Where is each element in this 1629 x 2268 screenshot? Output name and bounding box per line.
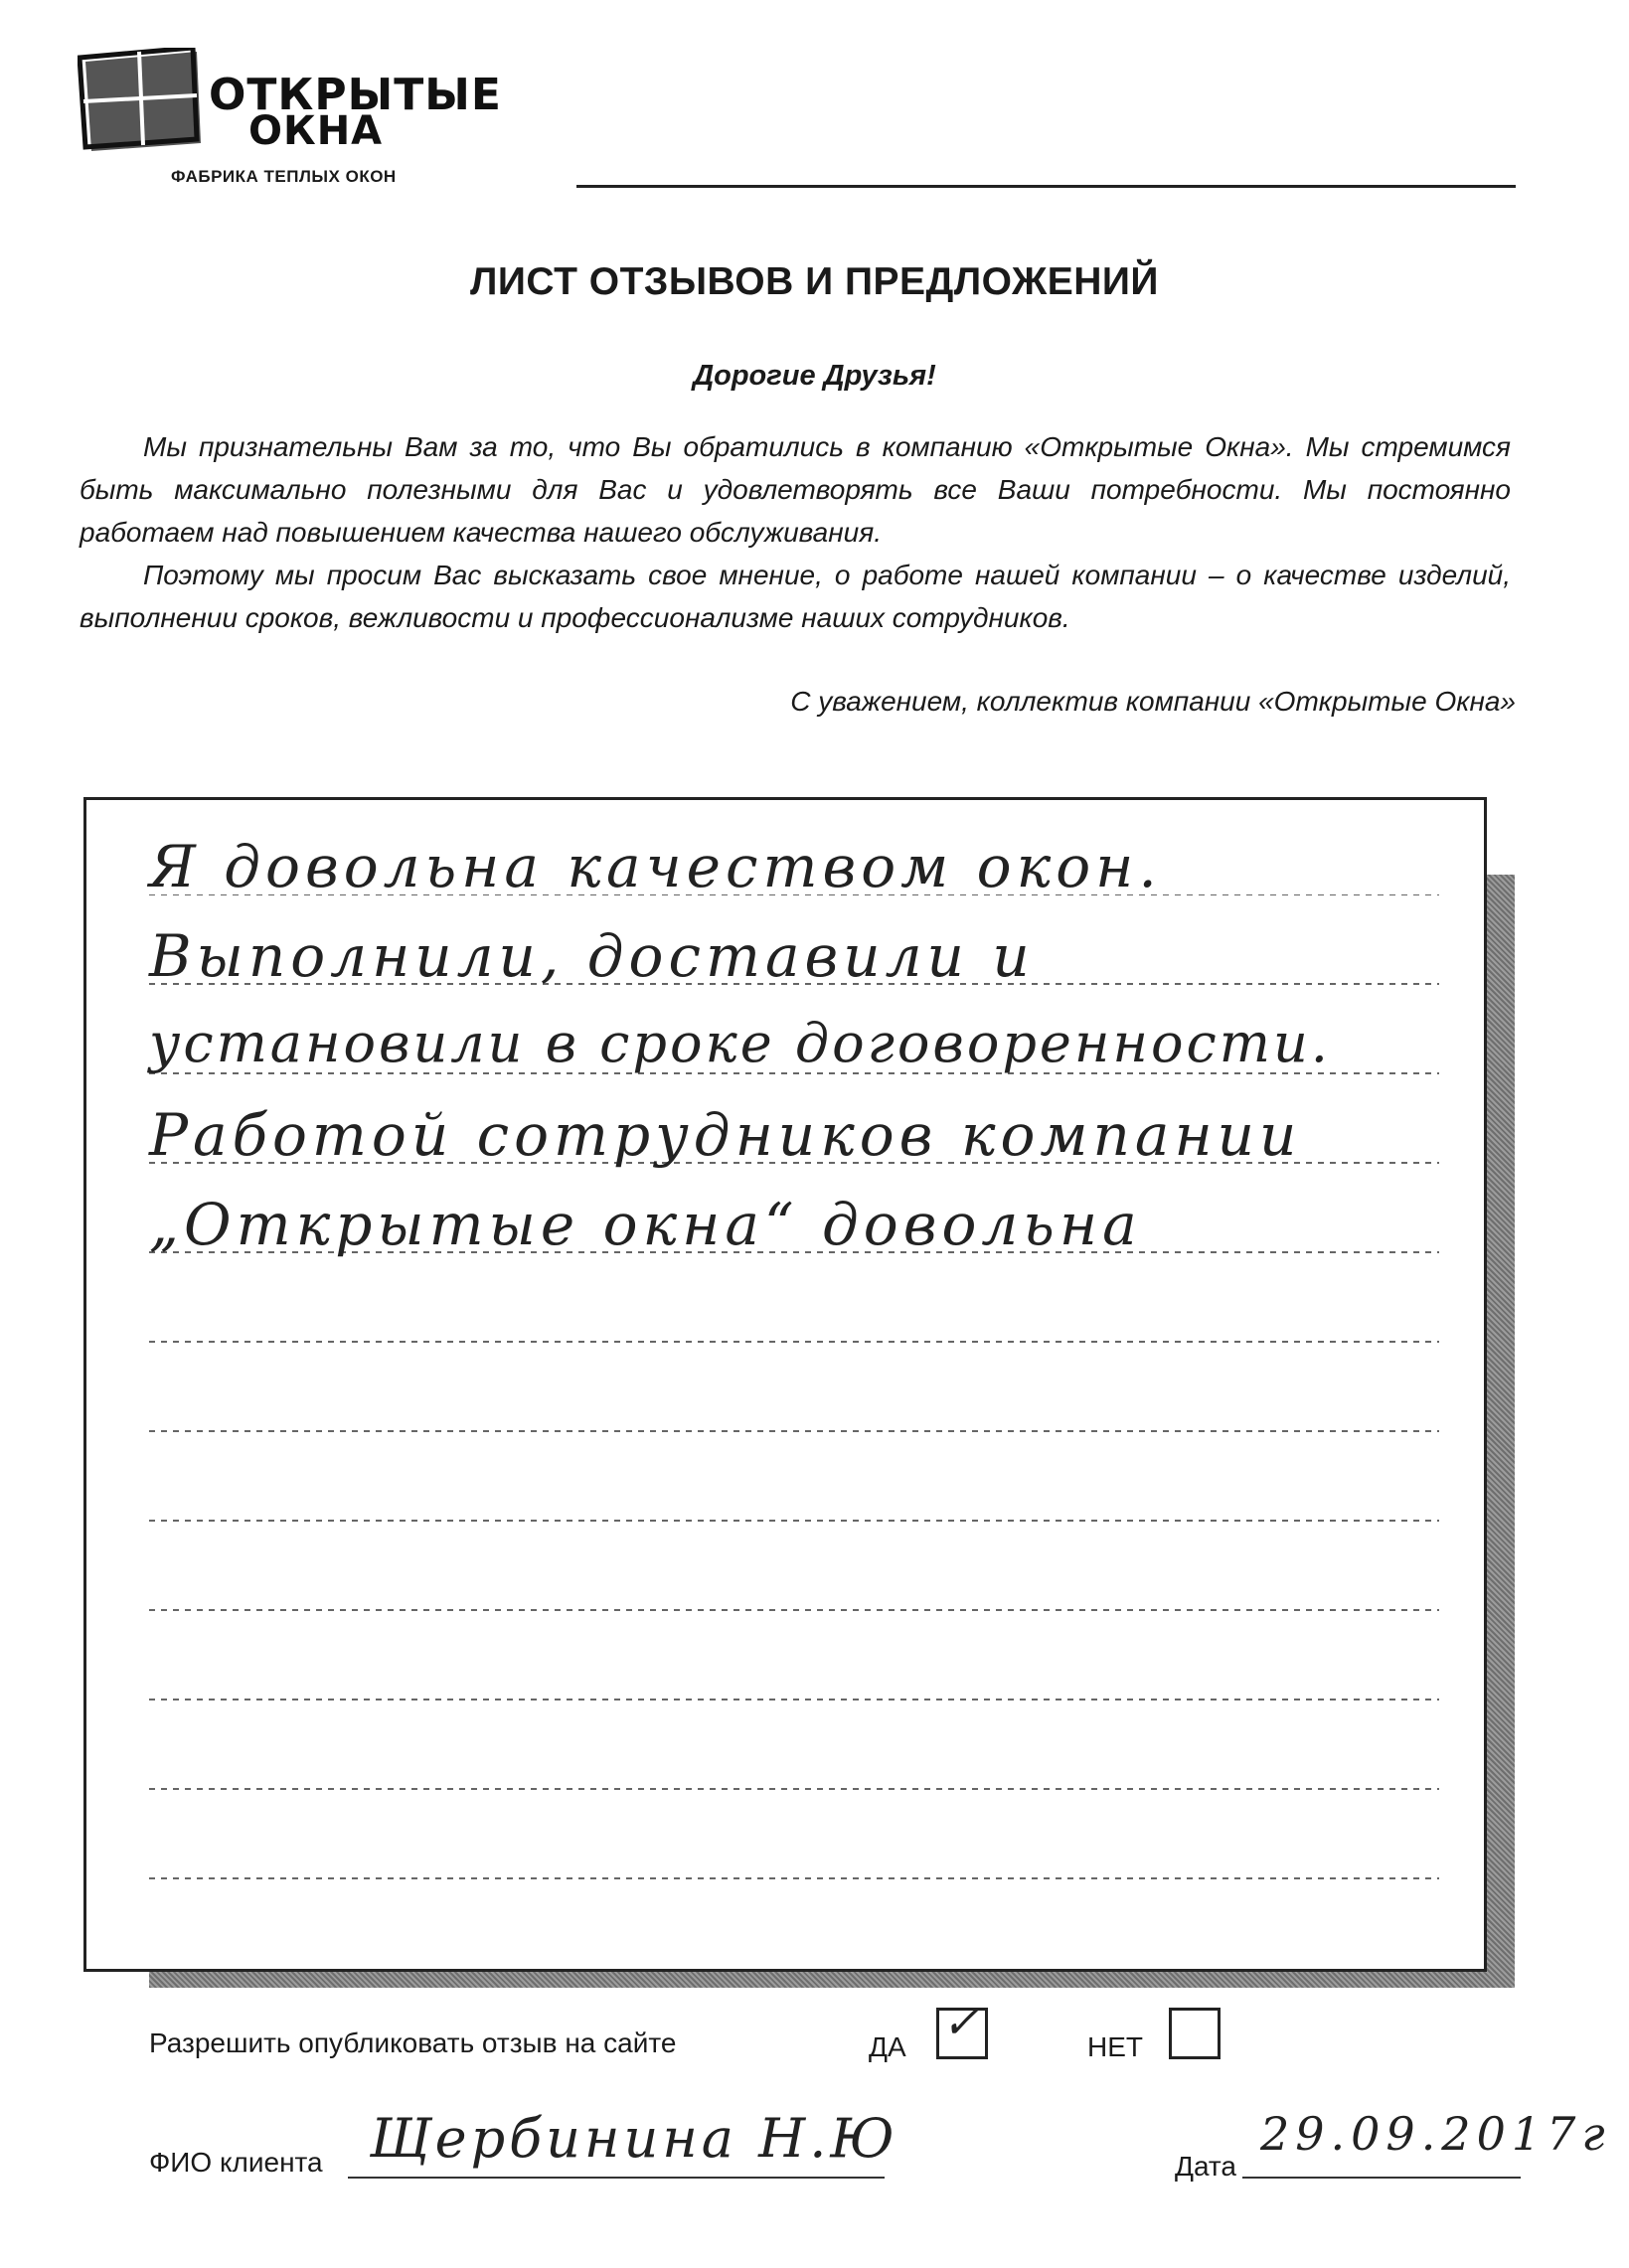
page-title: ЛИСТ ОТЗЫВОВ И ПРЕДЛОЖЕНИЙ [470,260,1159,303]
window-logo-icon [78,48,217,157]
comment-line-5: „Открытые окна“ довольна [149,1191,1142,1258]
date-underline [1242,2177,1521,2179]
client-name-underline [348,2177,885,2179]
no-label: НЕТ [1087,2031,1143,2062]
header-rule [576,185,1516,188]
date-value[interactable]: 29.09.2017г [1260,2107,1611,2161]
comment-line-1: Я довольна качеством окон. [149,833,1162,900]
comment-line-3: установили в сроке договоренности. [149,1012,1331,1074]
check-mark-icon: ✓ [942,1998,979,2048]
logo-tagline: ФАБРИКА ТЕПЛЫХ ОКОН [171,167,397,186]
date-label: Дата [1175,2151,1237,2182]
intro-text [80,425,1511,639]
client-name-label: ФИО клиента [149,2147,323,2178]
greeting: Дорогие Друзья! [693,360,936,392]
comment-line-2: Выполнили, доставили и [149,922,1035,990]
signoff: С уважением, коллектив компании «Открытые Окна» [790,686,1516,717]
comment-line-4: Работой сотрудников компании [149,1101,1302,1169]
publish-permission-label: Разрешить опубликовать отзыв на сайте [149,2027,677,2058]
intro-paragraph-1: Мы признательны Вам за то, что Вы обратились в компанию «Открытые Окна». Мы стремимся быть максимально полезными для Вас и удовлетворять все Ваши потребности. Мы постоянно работаем над повышением качества нашего обслуживания. [80,431,1511,548]
logo-line-1: ОТКРЫТЫЕ [209,70,502,120]
intro-paragraph-2: Поэтому мы просим Вас высказать свое мнение, о работе нашей компании – о качестве изделий, выполнении сроков, вежливости и профессионализме наших сотрудников. [80,560,1511,633]
logo-line-2: ОКНА [248,108,384,154]
client-name-value[interactable]: Щербинина Н.Ю [370,2107,898,2170]
no-checkbox[interactable] [1169,2008,1221,2059]
yes-label: ДА [869,2031,906,2062]
company-logo [78,48,545,187]
